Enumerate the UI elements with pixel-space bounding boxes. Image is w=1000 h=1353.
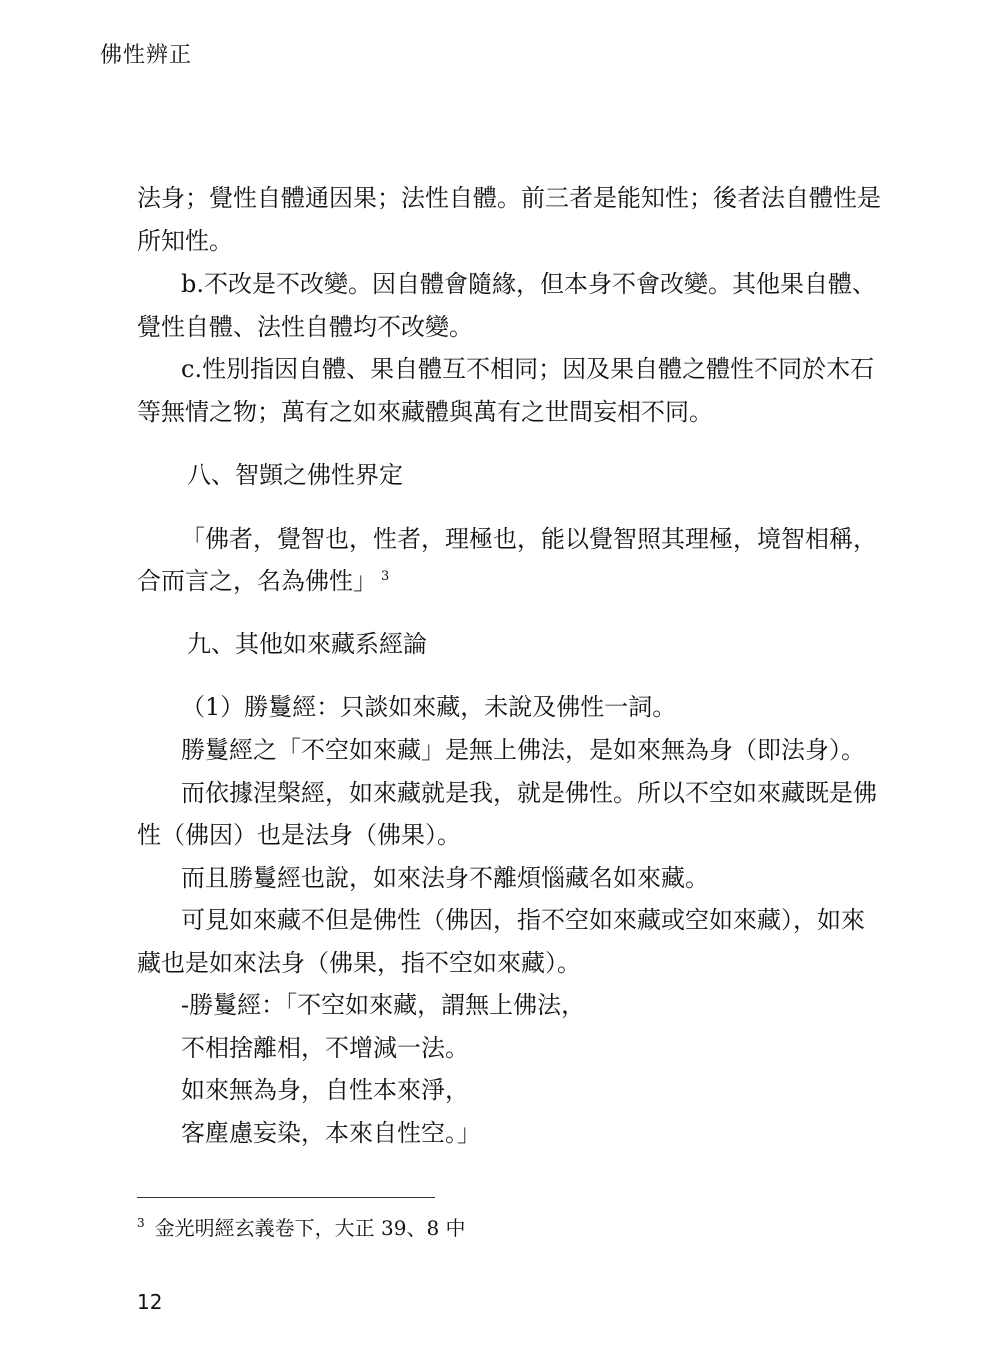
verse-line: 如來無為身，自性本來淨， <box>181 1076 469 1104</box>
paragraph-line: 勝鬘經之「不空如來藏」是無上佛法，是如來無為身（即法身）。 <box>181 736 865 764</box>
footnote-mark: 3 <box>137 1216 145 1230</box>
quote-line: 「佛者，覺智也，性者，理極也，能以覺智照其理極，境智相稱， <box>181 525 877 553</box>
verse-line: 客塵慮妄染，本來自性空。」 <box>181 1119 481 1147</box>
section-heading: 八、智顗之佛性界定 <box>187 461 403 489</box>
paragraph-line: b.不改是不改變。因自體會隨緣，但本身不會改變。其他果自體、 <box>181 270 876 298</box>
paragraph-line: c.性別指因自體、果自體互不相同；因及果自體之體性不同於木石 <box>181 355 875 383</box>
footnote-text: 金光明經玄義卷下，大正 39、8 中 <box>154 1216 466 1240</box>
section-heading: 九、其他如來藏系經論 <box>187 630 427 658</box>
paragraph-line: 覺性自體、法性自體均不改變。 <box>137 313 473 341</box>
page-number: 12 <box>137 1290 163 1314</box>
quote-line <box>137 566 389 601</box>
paragraph-line: 性（佛因）也是法身（佛果）。 <box>137 821 461 849</box>
verse-line: 不相捨離相，不增減一法。 <box>181 1034 469 1062</box>
verse-line: -勝鬘經：「不空如來藏，謂無上佛法， <box>181 991 586 1019</box>
paragraph-line: 法身；覺性自體通因果；法性自體。前三者是能知性；後者法自體性是 <box>137 184 881 212</box>
paragraph-line: 而且勝鬘經也說，如來法身不離煩惱藏名如來藏。 <box>181 864 709 892</box>
paragraph-line: 而依據涅槃經，如來藏就是我，就是佛性。所以不空如來藏既是佛 <box>181 779 877 807</box>
running-header: 佛性辨正 <box>100 43 193 68</box>
quote-text: 合而言之，名為佛性」 <box>137 567 377 595</box>
paragraph-line: 等無情之物；萬有之如來藏體與萬有之世間妄相不同。 <box>137 398 713 426</box>
footnote <box>137 1212 466 1241</box>
footnote-reference: 3 <box>381 569 390 584</box>
paragraph-line: 所知性。 <box>137 227 233 255</box>
paragraph-line: 可見如來藏不但是佛性（佛因，指不空如來藏或空如來藏），如來 <box>181 906 865 934</box>
footnote-separator <box>137 1197 435 1198</box>
paragraph-line: （1）勝鬘經：只談如來藏，未說及佛性一詞。 <box>181 693 677 721</box>
paragraph-line: 藏也是如來法身（佛果，指不空如來藏）。 <box>137 949 581 977</box>
